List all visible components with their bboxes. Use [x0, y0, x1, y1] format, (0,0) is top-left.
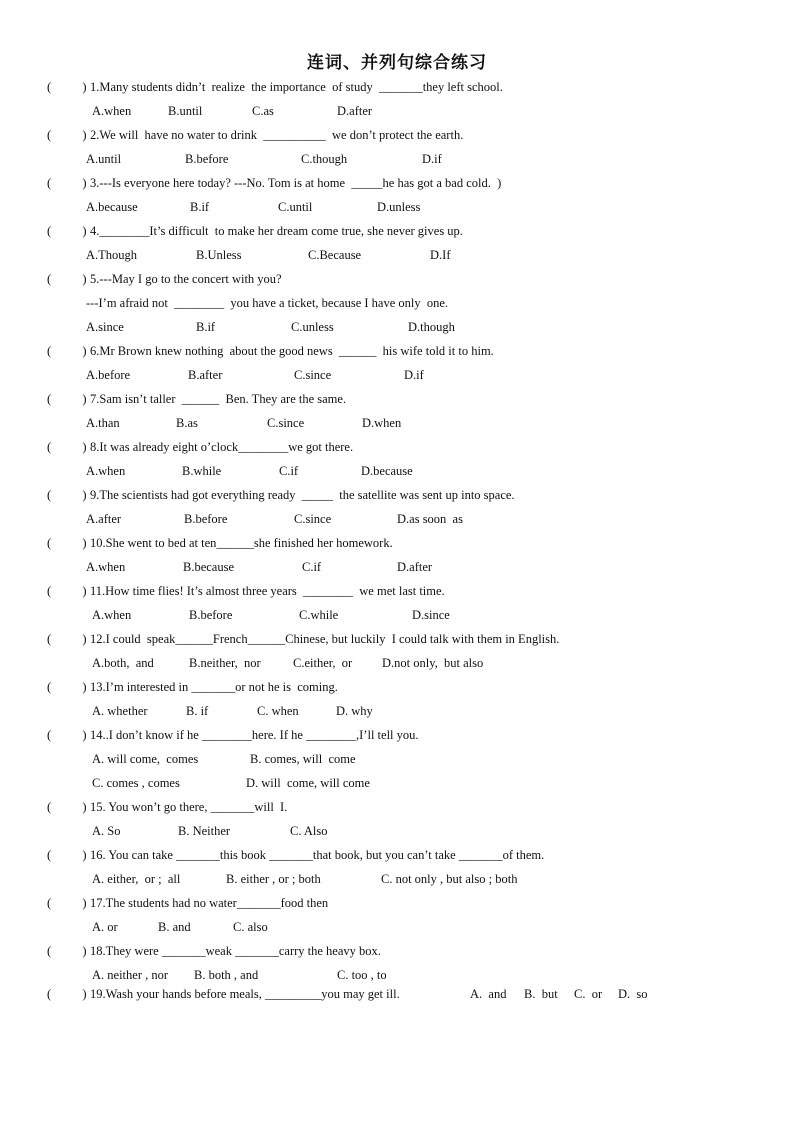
question-6-option: B.after: [188, 368, 223, 382]
question-9-text: 9.The scientists had got everything ready _____ the satellite was sent up into space.: [90, 488, 515, 502]
answer-blank: ( ): [47, 176, 87, 190]
question-18-text: 18.They were _______weak _______carry the heavy box.: [90, 944, 381, 958]
question-3-text: 3.---Is everyone here today? ---No. Tom is at home _____he has got a bad cold. ): [90, 176, 502, 190]
question-17-text: 17.The students had no water_______food then: [90, 896, 329, 910]
question-4-option: A.Though: [86, 248, 138, 262]
question-19-text: 19.Wash your hands before meals, _________you may get ill.: [90, 987, 400, 1001]
question-13-option: B. if: [186, 704, 209, 718]
question-17-option: B. and: [158, 920, 191, 934]
question-1-text: 1.Many students didn’t realize the importance of study _______they left school.: [90, 80, 503, 94]
question-1-option: A.when: [92, 104, 132, 118]
question-7-option: D.when: [362, 416, 402, 430]
question-9-option: C.since: [294, 512, 332, 526]
question-15-option: B. Neither: [178, 824, 231, 838]
question-4-option: D.If: [430, 248, 451, 262]
question-10-option: B.because: [183, 560, 235, 574]
question-6-option: C.since: [294, 368, 332, 382]
question-2-option: C.though: [301, 152, 348, 166]
question-9-option: D.as soon as: [397, 512, 463, 526]
question-2-option: A.until: [86, 152, 122, 166]
question-18-option: C. too , to: [337, 968, 387, 982]
question-14-option: C. comes , comes: [92, 776, 180, 790]
answer-blank: ( ): [47, 344, 87, 358]
question-8-text: 8.It was already eight o’clock________we got there.: [90, 440, 354, 454]
question-3-option: C.until: [278, 200, 313, 214]
question-12-option: B.neither, nor: [189, 656, 261, 670]
answer-blank: ( ): [47, 488, 87, 502]
question-15-option: C. Also: [290, 824, 328, 838]
question-11-option: D.since: [412, 608, 450, 622]
question-5-option: A.since: [86, 320, 124, 334]
answer-blank: ( ): [47, 987, 87, 1001]
question-4-option: C.Because: [308, 248, 362, 262]
answer-blank: ( ): [47, 224, 87, 238]
question-5-text: 5.---May I go to the concert with you?: [90, 272, 282, 286]
question-9-option: A.after: [86, 512, 122, 526]
question-9-option: B.before: [184, 512, 228, 526]
question-14-text: 14..I don’t know if he ________here. If he ________,I’ll tell you.: [90, 728, 419, 742]
question-13-option: D. why: [336, 704, 373, 718]
question-5-text: ---I’m afraid not ________ you have a ticket, because I have only one.: [86, 296, 449, 310]
answer-blank: ( ): [47, 80, 87, 94]
question-17-option: C. also: [233, 920, 268, 934]
question-16-option: A. either, or ; all: [92, 872, 181, 886]
answer-blank: ( ): [47, 440, 87, 454]
question-11-text: 11.How time flies! It’s almost three years ________ we met last time.: [90, 584, 445, 598]
question-8-option: C.if: [279, 464, 299, 478]
question-19-option: C. or: [574, 987, 603, 1001]
question-5-option: C.unless: [291, 320, 334, 334]
question-7-option: B.as: [176, 416, 198, 430]
question-10-option: C.if: [302, 560, 322, 574]
question-5-option: B.if: [196, 320, 216, 334]
question-3-option: A.because: [86, 200, 138, 214]
answer-blank: ( ): [47, 680, 87, 694]
question-15-option: A. So: [92, 824, 121, 838]
question-12-option: C.either, or: [293, 656, 353, 670]
question-13-text: 13.I’m interested in _______or not he is coming.: [90, 680, 338, 694]
question-5-option: D.though: [408, 320, 455, 334]
answer-blank: ( ): [47, 944, 87, 958]
question-14-option: A. will come, comes: [92, 752, 199, 766]
question-11-option: B.before: [189, 608, 233, 622]
answer-blank: ( ): [47, 800, 87, 814]
question-12-option: D.not only, but also: [382, 656, 484, 670]
question-2-text: 2.We will have no water to drink __________ we don’t protect the earth.: [90, 128, 464, 142]
question-19-option: D. so: [618, 987, 648, 1001]
question-1-option: D.after: [337, 104, 373, 118]
question-19-option: B. but: [524, 987, 558, 1001]
question-13-option: C. when: [257, 704, 299, 718]
answer-blank: ( ): [47, 728, 87, 742]
question-18-option: A. neither , nor: [92, 968, 169, 982]
question-18-option: B. both , and: [194, 968, 259, 982]
question-16-text: 16. You can take _______this book _______that book, but you can’t take _______of them.: [90, 848, 545, 862]
question-14-option: D. will come, will come: [246, 776, 370, 790]
question-3-option: D.unless: [377, 200, 421, 214]
answer-blank: ( ): [47, 392, 87, 406]
question-17-option: A. or: [92, 920, 118, 934]
question-13-option: A. whether: [92, 704, 148, 718]
answer-blank: ( ): [47, 632, 87, 646]
answer-blank: ( ): [47, 584, 87, 598]
question-19-option: A. and: [470, 987, 507, 1001]
question-10-option: A.when: [86, 560, 126, 574]
question-4-option: B.Unless: [196, 248, 242, 262]
question-14-option: B. comes, will come: [250, 752, 356, 766]
question-16-option: B. either , or ; both: [226, 872, 321, 886]
question-15-text: 15. You won’t go there, _______will I.: [90, 800, 288, 814]
question-6-text: 6.Mr Brown knew nothing about the good news ______ his wife told it to him.: [90, 344, 494, 358]
question-2-option: D.if: [422, 152, 442, 166]
question-1-option: B.until: [168, 104, 203, 118]
question-8-option: D.because: [361, 464, 413, 478]
question-7-option: C.since: [267, 416, 305, 430]
question-8-option: B.while: [182, 464, 222, 478]
question-12-text: 12.I could speak______French______Chinese, but luckily I could talk with them in English.: [90, 632, 560, 646]
question-4-text: 4.________It’s difficult to make her dream come true, she never gives up.: [90, 224, 463, 238]
question-11-option: A.when: [92, 608, 132, 622]
question-10-option: D.after: [397, 560, 433, 574]
question-10-text: 10.She went to bed at ten______she finished her homework.: [90, 536, 393, 550]
answer-blank: ( ): [47, 848, 87, 862]
question-7-text: 7.Sam isn’t taller ______ Ben. They are the same.: [90, 392, 347, 406]
question-7-option: A.than: [86, 416, 120, 430]
question-11-option: C.while: [299, 608, 339, 622]
question-1-option: C.as: [252, 104, 274, 118]
question-6-option: D.if: [404, 368, 424, 382]
answer-blank: ( ): [47, 272, 87, 286]
answer-blank: ( ): [47, 896, 87, 910]
answer-blank: ( ): [47, 536, 87, 550]
page-title: 连词、并列句综合练习: [307, 53, 487, 73]
question-3-option: B.if: [190, 200, 210, 214]
answer-blank: ( ): [47, 128, 87, 142]
question-2-option: B.before: [185, 152, 229, 166]
question-6-option: A.before: [86, 368, 131, 382]
question-16-option: C. not only , but also ; both: [381, 872, 518, 886]
question-12-option: A.both, and: [92, 656, 154, 670]
question-8-option: A.when: [86, 464, 126, 478]
